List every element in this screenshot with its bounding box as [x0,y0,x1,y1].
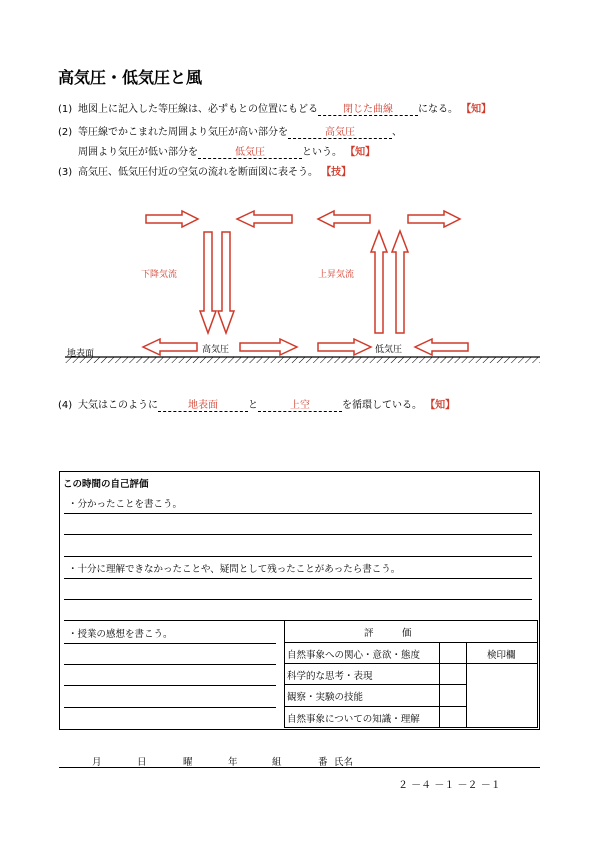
footer-number: 番 [318,757,328,768]
question-3 [58,163,351,178]
stamp-label: 検印欄 [487,650,516,661]
q2-line1-before: 等圧線でかこまれた周囲より気圧が高い部分を [78,127,288,138]
ascending-arrow-1 [371,231,387,333]
q4-text-before: 大気はこのように [78,400,158,411]
q2-line1-after: 、 [392,127,402,138]
q4-text-after: を循環している。 [342,400,422,411]
descending-arrow-1 [200,232,216,333]
footer-line [59,767,540,768]
answer-line [64,578,532,579]
footer-month: 月 [92,757,102,768]
prompt-impressions: ・授業の感想を書こう。 [68,629,173,640]
page-title: 高気圧・低気圧と風 [58,68,203,87]
answer-line [64,556,532,557]
question-2 [58,123,402,139]
q1-tag: 【知】 [461,104,492,115]
q4-answer-1: 地表面 [158,396,248,412]
answer-line [64,513,532,514]
upper-arrow-left-1 [237,211,292,227]
q3-tag: 【技】 [321,167,352,178]
descending-arrow-2 [218,232,234,333]
ground-hatching [65,357,540,363]
self-evaluation-box [59,471,540,730]
q2-line2-after: という。 [302,147,342,158]
footer-year: 年 [228,757,238,768]
q2-answer-1: 高気圧 [288,123,392,139]
evaluation-header: 評 価 [364,628,412,639]
high-pressure-label: 高気圧 [202,345,230,355]
surface-arrow-left-2 [415,339,468,355]
answer-line [64,643,276,644]
footer-weekday: 曜 [183,757,193,768]
ascending-air-label: 上昇気流 [318,270,355,280]
surface-arrow-right-2 [318,339,371,355]
answer-line [64,685,276,686]
descending-air-label: 下降気流 [141,270,178,280]
q2-number: (2) [58,127,73,138]
question-1 [58,100,491,116]
upper-arrow-right-2 [408,211,460,227]
q4-middle: と [248,400,258,411]
q1-number: (1) [58,104,73,115]
answer-line [64,599,532,600]
q1-text-after: になる。 [418,104,458,115]
footer-day: 日 [137,757,147,768]
ascending-arrow-2 [392,231,408,333]
ground-surface-label: 地表面 [67,349,95,359]
q1-text-before: 地図上に記入した等圧線は、必ずもとの位置にもどる [78,104,318,115]
q2-answer-2: 低気圧 [198,143,302,159]
q4-answer-2: 上空 [258,396,342,412]
footer-name: 氏名 [334,757,354,768]
q2-tag: 【知】 [345,147,376,158]
prompt-understood: ・分かったことを書こう。 [68,499,183,510]
upper-arrow-left-2 [318,211,370,227]
criteria-interest: 自然事象への関心・意欲・態度 [287,650,421,661]
answer-line [64,664,276,665]
answer-line [64,707,276,708]
question-4 [58,396,455,412]
q3-text: 高気圧、低気圧付近の空気の流れを断面図に表そう。 [78,167,318,178]
low-pressure-label: 低気圧 [375,345,403,355]
upper-arrow-right-1 [146,211,198,227]
criteria-skills: 観察・実験の技能 [287,692,364,703]
question-2-line-2 [78,143,375,159]
q1-answer: 閉じた曲線 [318,100,418,116]
criteria-thinking: 科学的な思考・表現 [287,671,373,682]
q4-number: (4) [58,400,73,411]
evaluation-table [284,620,539,729]
criteria-knowledge: 自然事象についての知識・理解 [287,714,420,725]
page-code: ２ －４ －１ －２ －１ [398,780,501,791]
answer-line [64,534,532,535]
footer-class: 組 [272,757,282,768]
q2-line2-before: 周囲より気圧が低い部分を [78,147,198,158]
q4-tag: 【知】 [425,400,456,411]
surface-arrow-left-1 [143,339,197,355]
q3-number: (3) [58,167,73,178]
prompt-questions: ・十分に理解できなかったことや、疑問として残ったことがあったら書こう。 [68,564,401,575]
self-eval-heading: この時間の自己評価 [63,479,149,490]
surface-arrow-right-1 [240,339,297,355]
